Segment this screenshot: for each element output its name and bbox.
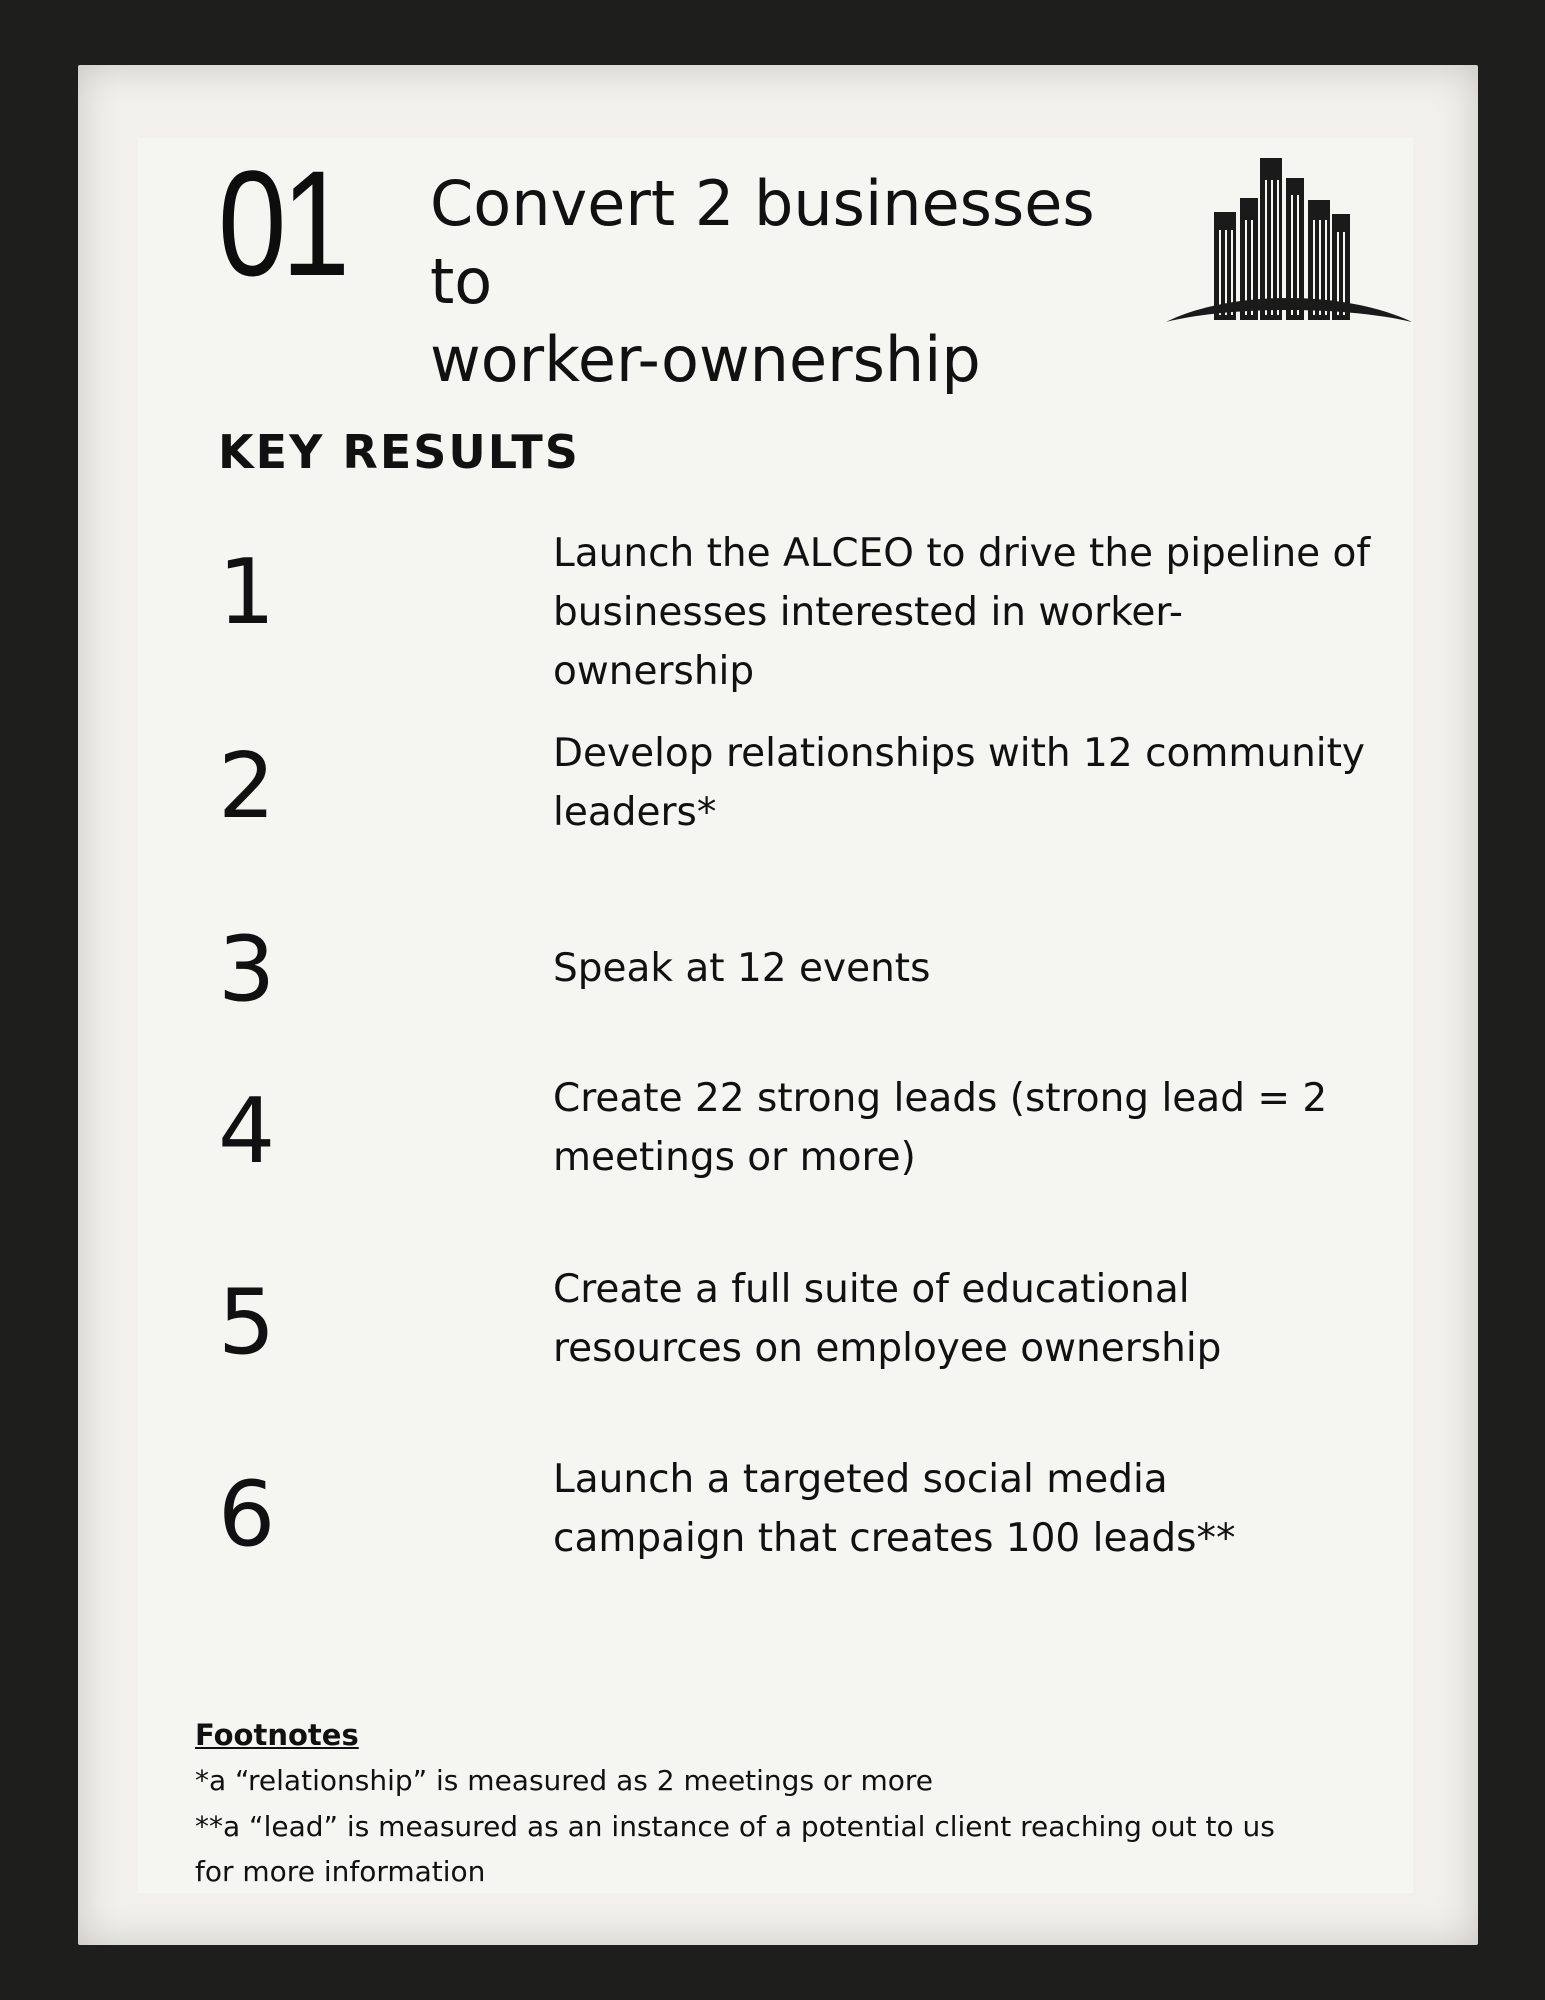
footnote-relationship: *a “relationship” is measured as 2 meetings or more — [195, 1764, 934, 1797]
key-result-text-3 — [553, 939, 1383, 998]
key-result-1-line-1: Launch the ALCEO to drive the pipeline of — [553, 531, 1371, 576]
key-result-1-line-2: businesses interested in worker-ownership — [553, 590, 1183, 694]
footnotes-heading: Footnotes — [195, 1718, 359, 1752]
key-result-number-6: 6 — [218, 1462, 276, 1567]
footnote-lead: **a “lead” is measured as an instance of a potential client reaching out to us — [195, 1810, 1275, 1843]
key-result-text-4 — [553, 1069, 1383, 1187]
objective-number: 01 — [218, 139, 345, 307]
key-result-number-5: 5 — [218, 1270, 276, 1375]
content-panel — [138, 138, 1413, 1893]
key-results-heading: KEY RESULTS — [218, 425, 580, 479]
key-result-number-4: 4 — [218, 1079, 276, 1184]
objective-title-line-2: worker-ownership — [430, 323, 981, 396]
key-result-4-line-2: meetings or more) — [553, 1135, 916, 1180]
key-result-text-2 — [553, 724, 1383, 842]
key-result-number-3: 3 — [218, 917, 276, 1022]
key-result-text-6 — [553, 1450, 1383, 1568]
key-result-5-line-2: resources on employee ownership — [553, 1326, 1222, 1371]
objective-title-line-1: Convert 2 businesses to — [430, 167, 1095, 318]
key-result-2-line-1: Develop relationships with 12 community — [553, 731, 1365, 776]
key-result-text-1 — [553, 524, 1383, 701]
key-result-6-line-2: campaign that creates 100 leads** — [553, 1516, 1236, 1561]
key-result-3-line-1: Speak at 12 events — [553, 946, 931, 991]
city-skyline-icon — [1160, 150, 1415, 330]
objective-title — [430, 165, 1150, 399]
key-result-4-line-1: Create 22 strong leads (strong lead = 2 — [553, 1076, 1328, 1121]
key-result-5-line-1: Create a full suite of educational — [553, 1267, 1190, 1312]
key-result-6-line-1: Launch a targeted social media — [553, 1457, 1168, 1502]
footnote-lead-continued: for more information — [195, 1855, 486, 1888]
key-result-number-1: 1 — [218, 540, 276, 645]
key-result-number-2: 2 — [218, 734, 276, 839]
key-result-2-line-2: leaders* — [553, 790, 717, 835]
key-result-text-5 — [553, 1260, 1383, 1378]
